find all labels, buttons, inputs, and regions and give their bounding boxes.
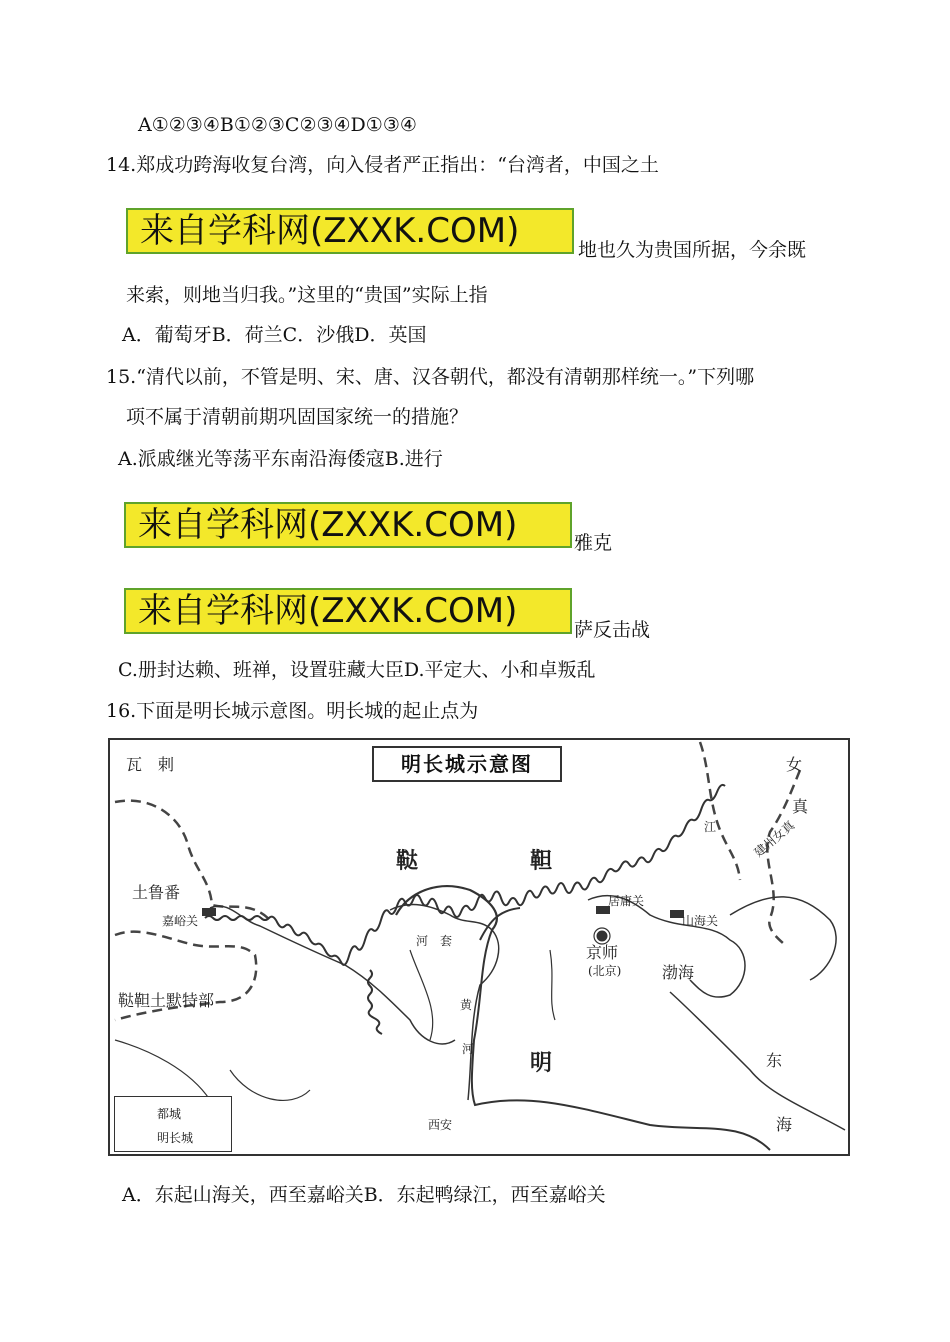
label-beijing: (北京) xyxy=(588,964,622,978)
map-drawing xyxy=(110,740,848,1154)
legend-wall: 明长城 xyxy=(157,1131,194,1145)
label-jingshi: 京师 xyxy=(586,943,619,962)
q14-stem-line3: 来索，则地当归我。”这里的“贵国”实际上指 xyxy=(126,284,488,306)
label-xian: 西安 xyxy=(428,1118,453,1132)
q15-stem-line2: 项不属于清朝前期巩固国家统一的措施？ xyxy=(126,406,469,428)
q16-stem: 16.下面是明长城示意图。明长城的起止点为 xyxy=(106,700,479,722)
label-huang: 黄 xyxy=(460,998,473,1012)
label-nu: 女 xyxy=(786,755,803,774)
label-bohai: 渤海 xyxy=(662,963,695,982)
label-jiayuguan: 嘉峪关 xyxy=(162,914,199,928)
q14-stem-line2: 地也久为贵国所据，今余既 xyxy=(578,239,807,261)
label-tumote: 鞑靼土默特部 xyxy=(118,991,215,1010)
q15-stem-line1: 15.“清代以前，不管是明、宋、唐、汉各朝代，都没有清朝那样统一。”下列哪 xyxy=(106,366,755,388)
map-title: 明长城示意图 xyxy=(372,746,562,782)
q15-fragment-2: 萨反击战 xyxy=(574,619,651,641)
label-dong: 东 xyxy=(766,1051,783,1070)
label-jiang: 江 xyxy=(704,820,717,834)
watermark-banner: 来自学科网(ZXXK.COM) xyxy=(124,588,572,634)
q13-options: A①②③④B①②③C②③④D①③④ xyxy=(138,114,417,136)
legend-capital: 都城 xyxy=(157,1107,182,1121)
label-hetao: 河 套 xyxy=(416,934,453,948)
label-dada-1: 鞑 xyxy=(396,848,419,874)
label-ming: 明 xyxy=(530,1050,553,1076)
label-shanhaiguan: 山海关 xyxy=(682,914,719,928)
q14-stem-line1: 14.郑成功跨海收复台湾，向入侵者严正指出：“台湾者，中国之土 xyxy=(106,154,659,176)
q16-options: A．东起山海关，西至嘉峪关B．东起鸭绿江，西至嘉峪关 xyxy=(122,1184,606,1206)
label-jianzhou: 建州女真 xyxy=(751,818,798,860)
label-juyongguan: 居庸关 xyxy=(608,894,645,908)
label-dada-2: 靼 xyxy=(530,848,553,874)
label-wala: 瓦 剌 xyxy=(126,755,175,774)
watermark-banner: 来自学科网(ZXXK.COM) xyxy=(124,502,572,548)
label-zhen: 真 xyxy=(792,797,809,816)
label-tulufan: 土鲁番 xyxy=(132,883,181,902)
watermark-banner: 来自学科网(ZXXK.COM) xyxy=(126,208,574,254)
q14-options: A．葡萄牙B．荷兰C．沙俄D．英国 xyxy=(122,324,427,346)
q15-fragment-1: 雅克 xyxy=(574,532,613,554)
label-he: 河 xyxy=(462,1042,475,1056)
map-legend xyxy=(114,1096,232,1152)
q15-option-c: C.册封达赖、班禅，设置驻藏大臣D.平定大、小和卓叛乱 xyxy=(118,659,596,681)
q15-option-a: A.派戚继光等荡平东南沿海倭寇B.进行 xyxy=(118,448,443,470)
ming-great-wall-map xyxy=(108,738,850,1156)
label-hai: 海 xyxy=(776,1115,793,1134)
